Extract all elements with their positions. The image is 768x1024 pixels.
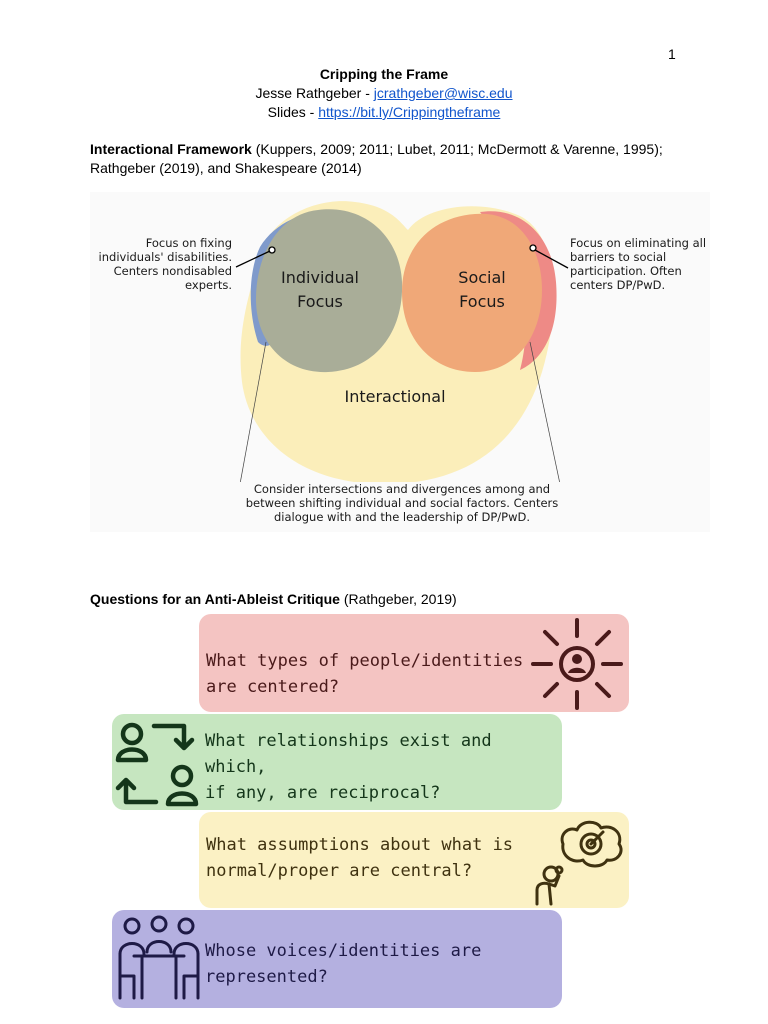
question-card-1 (199, 614, 629, 712)
meeting-table-icon (116, 914, 202, 1004)
individual-label-line2: Focus (297, 292, 343, 311)
social-label-line2: Focus (459, 292, 505, 311)
questions-heading (90, 590, 457, 609)
slides-line (0, 103, 768, 122)
questions-heading-citation: (Rathgeber, 2019) (339, 591, 457, 607)
individual-focus-note: Focus on fixing individuals' disabilities. Centers nondisabled experts. (98, 236, 232, 292)
question-1-line2: are centered? (206, 677, 340, 697)
question-4-text (205, 938, 481, 990)
question-2-line2: if any, are reciprocal? (205, 783, 441, 803)
interactional-diagram (90, 192, 710, 532)
individual-focus-label (265, 266, 375, 314)
exchange-people-icon (114, 716, 204, 808)
question-2-line1: What relationships exist and which, (205, 731, 492, 777)
thinking-person-icon (529, 814, 627, 906)
document-title: Cripping the Frame (319, 66, 449, 82)
question-4-line1: Whose voices/identities are (205, 941, 482, 961)
slides-link[interactable]: https://bit.ly/Crippingtheframe (318, 104, 501, 120)
target-person-icon (529, 616, 625, 710)
questions-heading-bold: Questions for an Anti-Ableist Critique (90, 591, 340, 607)
social-label-line1: Social (458, 268, 506, 287)
framework-heading-citations: (Kuppers, 2009; 2011; Lubet, 2011; McDermott & Varenne, 1995); Rathgeber (2019), and Shakespeare (2014) (90, 141, 663, 176)
question-1-line1: What types of people/identities (206, 651, 524, 671)
social-focus-label (427, 266, 537, 314)
social-focus-note: Focus on eliminating all barriers to social participation. Often centers DP/PwD. (570, 236, 707, 292)
framework-heading-bold: Interactional Framework (90, 141, 252, 157)
page-number: 1 (668, 46, 676, 62)
question-4-line2: represented? (205, 967, 328, 987)
interactional-label: Interactional (344, 387, 446, 406)
author-line (0, 84, 768, 103)
question-card-4 (112, 910, 562, 1008)
interactional-note: Consider intersections and divergences among and between shifting individual and social factors. Centers dialogue with and the leadership of DP/PwD. (238, 482, 566, 524)
individual-label-line1: Individual (281, 268, 359, 287)
question-3-text (206, 832, 513, 884)
question-card-2 (112, 714, 562, 810)
question-3-line2: normal/proper are central? (206, 861, 473, 881)
author-email-link[interactable]: jcrathgeber@wisc.edu (373, 85, 513, 101)
question-2-text (205, 728, 562, 806)
author-name: Jesse Rathgeber - (255, 85, 374, 101)
question-3-line1: What assumptions about what is (206, 835, 514, 855)
question-1-text (206, 648, 523, 700)
question-card-3 (199, 812, 629, 908)
framework-heading (90, 140, 690, 178)
slides-label: Slides - (267, 104, 319, 120)
